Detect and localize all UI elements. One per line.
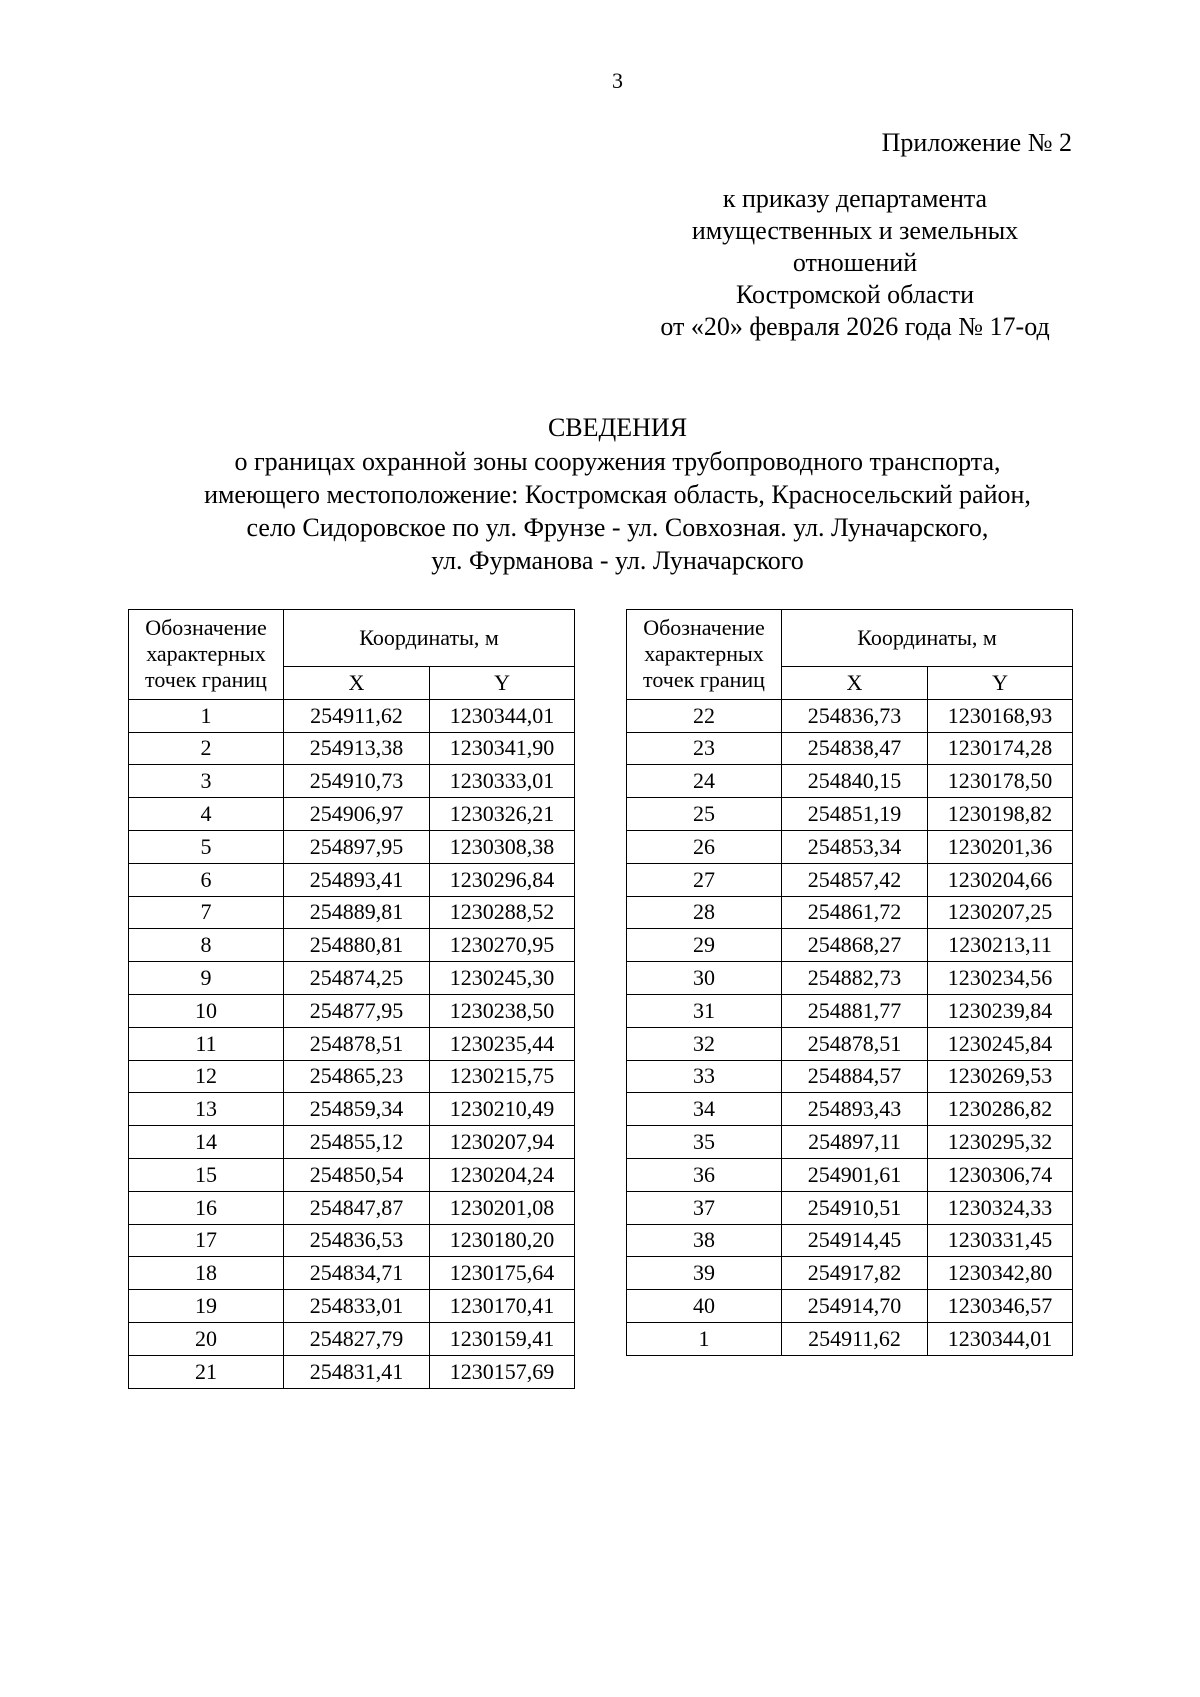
x-coordinate-cell: 254882,73 [782,962,928,995]
appendix-ref-line: отношений [792,248,918,277]
y-coordinate-cell: 1230341,90 [430,732,575,765]
table-row [129,1060,575,1093]
y-coordinate-cell: 1230215,75 [430,1060,575,1093]
y-coordinate-cell: 1230245,30 [430,962,575,995]
x-coordinate-cell: 254831,41 [284,1355,430,1388]
x-coordinate-cell: 254897,95 [284,830,430,863]
x-coordinate-cell: 254827,79 [284,1322,430,1355]
table-row [627,962,1073,995]
table-body-left [129,699,575,1388]
table-row [627,798,1073,831]
appendix-ref-line: к приказу департамента [722,184,988,213]
x-coordinate-cell: 254881,77 [782,994,928,1027]
x-coordinate-cell: 254836,53 [284,1224,430,1257]
x-coordinate-cell: 254865,23 [284,1060,430,1093]
y-coordinate-cell: 1230174,28 [928,732,1073,765]
point-number-cell: 9 [129,962,284,995]
point-number-cell: 1 [129,699,284,732]
table-row [627,830,1073,863]
x-coordinate-cell: 254833,01 [284,1290,430,1323]
x-coordinate-cell: 254910,73 [284,765,430,798]
point-number-cell: 37 [627,1191,782,1224]
x-coordinate-cell: 254853,34 [782,830,928,863]
appendix-ref-line: имущественных и земельных [691,216,1019,245]
point-number-cell: 29 [627,929,782,962]
point-number-cell: 18 [129,1257,284,1290]
header-coordinates: Координаты, м [782,610,1073,667]
y-coordinate-cell: 1230333,01 [430,765,575,798]
y-coordinate-cell: 1230207,25 [928,896,1073,929]
table-row [129,1158,575,1191]
table-row [627,765,1073,798]
x-coordinate-cell: 254901,61 [782,1158,928,1191]
coordinates-table-right [626,609,1073,1356]
point-number-cell: 30 [627,962,782,995]
x-coordinate-cell: 254911,62 [284,699,430,732]
y-coordinate-cell: 1230201,08 [430,1191,575,1224]
y-coordinate-cell: 1230288,52 [430,896,575,929]
point-number-cell: 38 [627,1224,782,1257]
point-number-cell: 8 [129,929,284,962]
subtitle-line: имеющего местоположение: Костромская область, Красносельский район, [204,480,1031,509]
table-row [627,1027,1073,1060]
point-number-cell: 34 [627,1093,782,1126]
y-coordinate-cell: 1230204,24 [430,1158,575,1191]
table-row [129,798,575,831]
header-x: X [284,667,430,700]
x-coordinate-cell: 254914,45 [782,1224,928,1257]
table-row [129,1027,575,1060]
table-row [129,929,575,962]
x-coordinate-cell: 254897,11 [782,1126,928,1159]
table-row [129,830,575,863]
table-row [129,1093,575,1126]
page-number: 3 [612,68,623,93]
point-number-cell: 26 [627,830,782,863]
table-row [129,994,575,1027]
point-number-cell: 2 [129,732,284,765]
appendix-title: Приложение № 2 [881,128,1072,157]
point-number-cell: 24 [627,765,782,798]
table-row [627,732,1073,765]
x-coordinate-cell: 254911,62 [782,1322,928,1355]
table-row [129,1322,575,1355]
table-row [129,1191,575,1224]
x-coordinate-cell: 254834,71 [284,1257,430,1290]
table-row [129,699,575,732]
table-row [129,1257,575,1290]
x-coordinate-cell: 254880,81 [284,929,430,962]
x-coordinate-cell: 254838,47 [782,732,928,765]
point-number-cell: 31 [627,994,782,1027]
y-coordinate-cell: 1230201,36 [928,830,1073,863]
x-coordinate-cell: 254878,51 [284,1027,430,1060]
y-coordinate-cell: 1230238,50 [430,994,575,1027]
y-coordinate-cell: 1230204,66 [928,863,1073,896]
y-coordinate-cell: 1230324,33 [928,1191,1073,1224]
y-coordinate-cell: 1230342,80 [928,1257,1073,1290]
x-coordinate-cell: 254855,12 [284,1126,430,1159]
y-coordinate-cell: 1230270,95 [430,929,575,962]
y-coordinate-cell: 1230157,69 [430,1355,575,1388]
y-coordinate-cell: 1230346,57 [928,1290,1073,1323]
point-number-cell: 4 [129,798,284,831]
header-points: Обозначение характерных точек границ [129,610,284,700]
y-coordinate-cell: 1230344,01 [928,1322,1073,1355]
x-coordinate-cell: 254913,38 [284,732,430,765]
point-number-cell: 11 [129,1027,284,1060]
y-coordinate-cell: 1230210,49 [430,1093,575,1126]
y-coordinate-cell: 1230245,84 [928,1027,1073,1060]
y-coordinate-cell: 1230308,38 [430,830,575,863]
x-coordinate-cell: 254857,42 [782,863,928,896]
point-number-cell: 28 [627,896,782,929]
table-row [627,1322,1073,1355]
point-number-cell: 3 [129,765,284,798]
point-number-cell: 33 [627,1060,782,1093]
y-coordinate-cell: 1230326,21 [430,798,575,831]
x-coordinate-cell: 254847,87 [284,1191,430,1224]
point-number-cell: 1 [627,1322,782,1355]
point-number-cell: 16 [129,1191,284,1224]
x-coordinate-cell: 254893,43 [782,1093,928,1126]
x-coordinate-cell: 254836,73 [782,699,928,732]
table-row [627,1060,1073,1093]
table-row [129,962,575,995]
table-row [627,929,1073,962]
point-number-cell: 22 [627,699,782,732]
table-row [627,994,1073,1027]
x-coordinate-cell: 254917,82 [782,1257,928,1290]
y-coordinate-cell: 1230296,84 [430,863,575,896]
x-coordinate-cell: 254893,41 [284,863,430,896]
table-row [627,1191,1073,1224]
document-heading: СВЕДЕНИЯ [547,413,688,442]
point-number-cell: 39 [627,1257,782,1290]
point-number-cell: 23 [627,732,782,765]
y-coordinate-cell: 1230344,01 [430,699,575,732]
table-row [627,1093,1073,1126]
subtitle-line: село Сидоровское по ул. Фрунзе - ул. Совхозная. ул. Луначарского, [246,513,989,542]
point-number-cell: 32 [627,1027,782,1060]
table-row [627,896,1073,929]
table-row [627,699,1073,732]
y-coordinate-cell: 1230239,84 [928,994,1073,1027]
table-row [627,863,1073,896]
coordinates-table-left [128,609,575,1389]
y-coordinate-cell: 1230178,50 [928,765,1073,798]
table-row [129,1290,575,1323]
table-row [129,732,575,765]
table-row [129,1355,575,1388]
point-number-cell: 17 [129,1224,284,1257]
point-number-cell: 6 [129,863,284,896]
point-number-cell: 5 [129,830,284,863]
x-coordinate-cell: 254910,51 [782,1191,928,1224]
header-points: Обозначение характерных точек границ [627,610,782,700]
point-number-cell: 27 [627,863,782,896]
table-row [129,1126,575,1159]
header-coordinates: Координаты, м [284,610,575,667]
point-number-cell: 19 [129,1290,284,1323]
point-number-cell: 25 [627,798,782,831]
point-number-cell: 15 [129,1158,284,1191]
point-number-cell: 13 [129,1093,284,1126]
x-coordinate-cell: 254877,95 [284,994,430,1027]
x-coordinate-cell: 254861,72 [782,896,928,929]
table-row [129,765,575,798]
appendix-ref-line: Костромской области [735,280,975,309]
table-row [627,1290,1073,1323]
subtitle-line: ул. Фурманова - ул. Луначарского [431,546,804,575]
point-number-cell: 40 [627,1290,782,1323]
y-coordinate-cell: 1230235,44 [430,1027,575,1060]
appendix-reference [605,183,1105,343]
point-number-cell: 21 [129,1355,284,1388]
table-body-right [627,699,1073,1355]
x-coordinate-cell: 254906,97 [284,798,430,831]
x-coordinate-cell: 254878,51 [782,1027,928,1060]
point-number-cell: 35 [627,1126,782,1159]
point-number-cell: 36 [627,1158,782,1191]
table-row [627,1257,1073,1290]
y-coordinate-cell: 1230213,11 [928,929,1073,962]
x-coordinate-cell: 254850,54 [284,1158,430,1191]
table-row [129,896,575,929]
y-coordinate-cell: 1230198,82 [928,798,1073,831]
y-coordinate-cell: 1230295,32 [928,1126,1073,1159]
point-number-cell: 20 [129,1322,284,1355]
x-coordinate-cell: 254884,57 [782,1060,928,1093]
x-coordinate-cell: 254874,25 [284,962,430,995]
x-coordinate-cell: 254859,34 [284,1093,430,1126]
table-row [129,863,575,896]
y-coordinate-cell: 1230207,94 [430,1126,575,1159]
x-coordinate-cell: 254840,15 [782,765,928,798]
y-coordinate-cell: 1230175,64 [430,1257,575,1290]
x-coordinate-cell: 254914,70 [782,1290,928,1323]
x-coordinate-cell: 254851,19 [782,798,928,831]
x-coordinate-cell: 254868,27 [782,929,928,962]
subtitle-line: о границах охранной зоны сооружения трубопроводного транспорта, [234,447,1001,476]
table-row [627,1158,1073,1191]
header-y: Y [928,667,1073,700]
header-x: X [782,667,928,700]
y-coordinate-cell: 1230159,41 [430,1322,575,1355]
point-number-cell: 14 [129,1126,284,1159]
y-coordinate-cell: 1230234,56 [928,962,1073,995]
y-coordinate-cell: 1230180,20 [430,1224,575,1257]
document-subtitle [0,445,1200,577]
y-coordinate-cell: 1230269,53 [928,1060,1073,1093]
y-coordinate-cell: 1230168,93 [928,699,1073,732]
y-coordinate-cell: 1230306,74 [928,1158,1073,1191]
point-number-cell: 12 [129,1060,284,1093]
y-coordinate-cell: 1230331,45 [928,1224,1073,1257]
table-row [129,1224,575,1257]
point-number-cell: 10 [129,994,284,1027]
y-coordinate-cell: 1230286,82 [928,1093,1073,1126]
y-coordinate-cell: 1230170,41 [430,1290,575,1323]
table-row [627,1126,1073,1159]
x-coordinate-cell: 254889,81 [284,896,430,929]
appendix-ref-line: от «20» февраля 2026 года № 17-од [660,312,1050,341]
header-y: Y [430,667,575,700]
table-row [627,1224,1073,1257]
point-number-cell: 7 [129,896,284,929]
